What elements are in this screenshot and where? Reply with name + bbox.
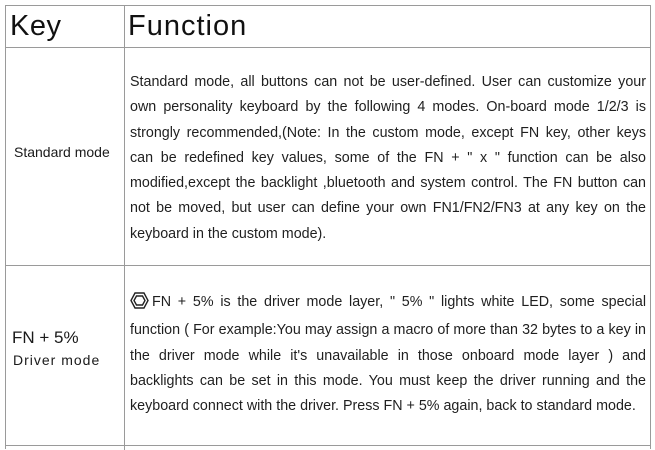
function-cell-standard-mode: Standard mode, all buttons can not be user-defined. User can customize your own personality keyboard by the following 4 modes. On-board mode 1/2/3 is strongly recommended,(Note: In the custom mode, except FN key, other keys can be redefined key values, some of the FN + " x " function can be also modified,except the backlight ,bluetooth and system control. The FN button can not be moved, but user can define your own FN1/FN2/FN3 at any key on the keyboard in the custom mode). [130, 74, 646, 242]
table-bottom-border [6, 445, 650, 446]
table-row-driver-mode [6, 266, 650, 450]
key-function-table [5, 5, 651, 449]
driver-mode-description: FN + 5% is the driver mode layer, " 5% " lights white LED, some special function ( For example:You may assign a macro of more than 32 bytes to a key in the driver mode while it's unavailable in those onboard mode layer ) and backlights can be set in this mode. You must keep the driver running and the keyboard connect with the driver. Press FN + 5% again, back to standard mode. [130, 294, 646, 415]
key-cell-fn-5: FN + 5% [12, 328, 79, 347]
function-cell-driver-mode [130, 290, 646, 419]
table-header-row [6, 6, 650, 48]
key-cell-driver-mode: Driver mode [13, 352, 101, 368]
table-row-standard-mode [6, 48, 650, 266]
header-key: Key [10, 10, 62, 42]
hexagon-ring-icon [130, 292, 149, 318]
column-divider [124, 6, 125, 47]
header-function: Function [128, 10, 248, 42]
key-cell-standard-mode: Standard mode [14, 144, 110, 160]
